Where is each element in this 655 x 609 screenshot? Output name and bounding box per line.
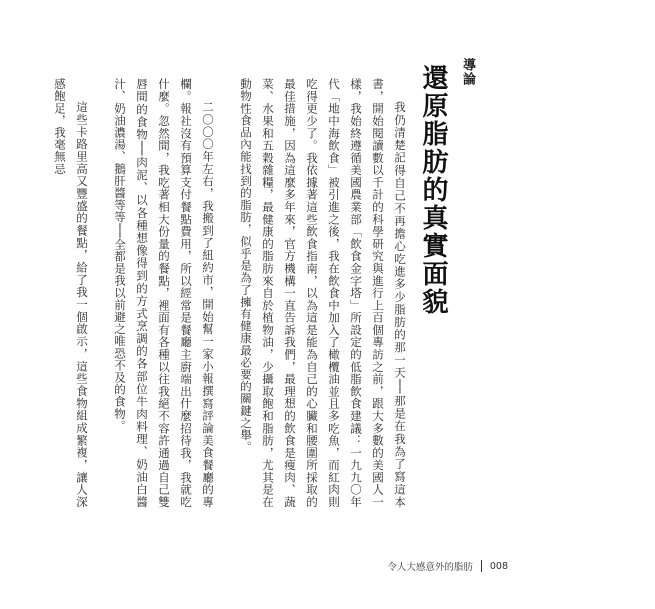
page-number: 008 bbox=[489, 560, 508, 572]
paragraph-3: 這些卡路里高又豐盛的餐點，給了我一個啟示，這些食物組成繁複，讓人深感飽足，我毫無忌 bbox=[53, 78, 89, 508]
paragraph-2: 二〇〇〇年左右，我搬到了紐約市，開始幫一家小報撰寫評論美食餐廳的專欄。報社沒有預算支付餐點費用，所以經常是餐廳主廚端出什麼招待我，我就吃什麼。忽然間，我吃著相大份量的餐點，裡面有各種以往我絕不容許通過自己雙唇間的食物──肉泥、以各種想像得到的方式烹調的各部位牛肉料理、奶油白醬汁、奶油濃湯、鵝肝醬等等──全都是我以前避之唯恐不及的食物。 bbox=[113, 78, 215, 508]
running-title: 令人大感意外的脂肪 bbox=[387, 562, 473, 573]
paragraph-1: 我仍清楚記得自己不再擔心吃進多少脂肪的那一天──那是在我為了寫這本書，開始閱讀數以千計的科學研究與進行上百個專訪之前，跟大多數的美國人一樣，我始終遵循美國農業部「飲食金字塔」所設定的低脂飲食建議：一九九〇年代「地中海飲食」被引進之後，我在飲食中加入了橄欖油並且多吃魚，而紅肉則吃得更少了。我依據著這些飲食指南，以為這是能為自己的心臟和腰圍所採取的最佳措施，因為這麼多年來，官方機構一直告訴我們，最理想的飲食是瘦肉、蔬菜、水果和五穀雜糧，最健康的脂肪來自於植物油，少攝取飽和脂肪，尤其是在動物性食品內能找到的脂肪，似乎是為了擁有健康最必要的關鍵之舉。 bbox=[239, 78, 407, 508]
chapter-title: 還原脂肪的真實面貌 bbox=[418, 64, 448, 316]
chapter-heading bbox=[415, 58, 477, 316]
footer-divider bbox=[481, 560, 482, 572]
chapter-kicker: 導論 bbox=[460, 58, 475, 86]
page-footer bbox=[387, 559, 508, 573]
body-text bbox=[31, 78, 411, 508]
